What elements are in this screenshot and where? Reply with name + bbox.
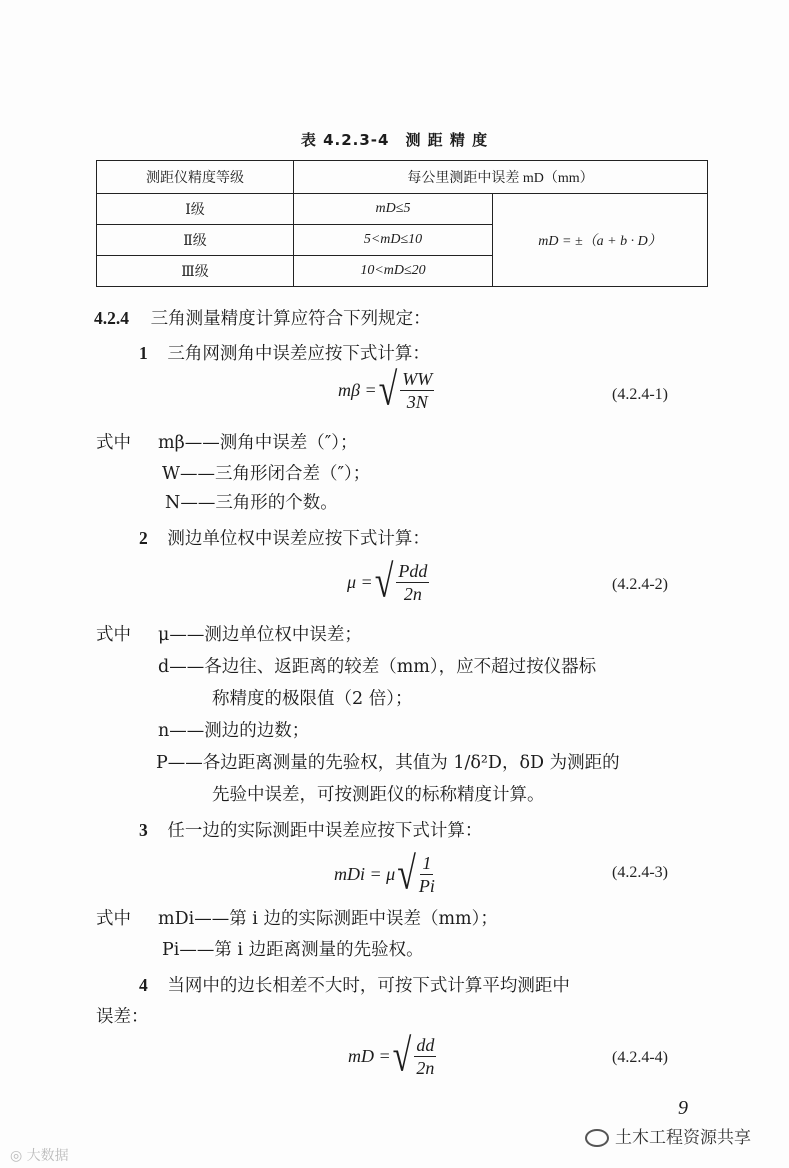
defs-3-line-2: Pi——第 i 边距离测量的先验权。 bbox=[162, 940, 424, 960]
defs-2-line-1: μ——测边单位权中误差； bbox=[158, 625, 362, 645]
table-caption: 表 4.2.3-4 测 距 精 度 bbox=[300, 131, 489, 149]
defs-3-lead: 式中 bbox=[96, 909, 131, 929]
eq-lhs: μ = bbox=[347, 572, 373, 592]
equation-1-label: (4.2.4-1) bbox=[612, 386, 668, 403]
equation-4: mD = √ $\frac{dd}{2n}$ bbox=[348, 1030, 435, 1081]
item-4 bbox=[139, 972, 570, 999]
item-4-continuation: 误差： bbox=[96, 1007, 149, 1027]
equation-2: μ = √ $\frac{\text{Pdd}}{2n}$ bbox=[347, 556, 428, 607]
item-text: 当网中的边长相差不大时，可按下式计算平均测距中 bbox=[167, 976, 570, 996]
defs-2-lead: 式中 bbox=[96, 625, 131, 645]
formula-cell: mD = ±（a + b · D） bbox=[493, 194, 708, 287]
eq-denominator: 2n bbox=[416, 1058, 435, 1078]
defs-2-line-2a: d——各边往、返距离的较差（mm），应不超过按仪器标 bbox=[158, 657, 597, 677]
eq-numerator: Pdd bbox=[398, 561, 428, 581]
range-2: 5<mD≤10 bbox=[294, 225, 493, 256]
eq-denominator: 3N bbox=[406, 392, 428, 412]
defs-1-line-1: mβ——测角中误差（″）； bbox=[158, 433, 358, 453]
item-text: 测边单位权中误差应按下式计算： bbox=[167, 529, 430, 549]
eq-denominator: Pi bbox=[418, 876, 435, 896]
eq-numerator: dd bbox=[416, 1035, 435, 1055]
watermark-secondary bbox=[10, 1145, 69, 1165]
eq-lhs: mβ = bbox=[338, 380, 377, 400]
equation-1: mβ = √ $\frac{WW}{3N}$ bbox=[338, 364, 433, 415]
equation-4-label: (4.2.4-4) bbox=[612, 1049, 668, 1066]
equation-3-label: (4.2.4-3) bbox=[612, 864, 668, 881]
watermark bbox=[585, 1123, 751, 1148]
eq-lhs: mD = bbox=[348, 1046, 391, 1066]
item-2 bbox=[139, 525, 430, 552]
accuracy-table bbox=[96, 160, 708, 287]
header-error: 每公里测距中误差 mD（mm） bbox=[294, 161, 708, 194]
equation-3: mDi = μ √ $\frac{1}{Pi}$ bbox=[334, 848, 435, 899]
header-grade: 测距仪精度等级 bbox=[97, 161, 294, 194]
grade-1: Ⅰ级 bbox=[97, 194, 294, 225]
defs-2-line-3: n——测边的边数； bbox=[158, 721, 310, 741]
grade-2: Ⅱ级 bbox=[97, 225, 294, 256]
item-text: 三角网测角中误差应按下式计算： bbox=[167, 344, 430, 364]
defs-1-line-2: W——三角形闭合差（″）； bbox=[162, 464, 371, 484]
item-text: 任一边的实际测距中误差应按下式计算： bbox=[167, 821, 483, 841]
eq-denominator: 2n bbox=[403, 584, 422, 604]
defs-1-lead: 式中 bbox=[96, 433, 131, 453]
range-1: mD≤5 bbox=[294, 194, 493, 225]
eq-numerator: 1 bbox=[422, 853, 432, 873]
defs-2-line-4b: 先验中误差，可按测距仪的标称精度计算。 bbox=[212, 785, 545, 805]
grade-3: Ⅲ级 bbox=[97, 256, 294, 287]
range-3: 10<mD≤20 bbox=[294, 256, 493, 287]
eq-numerator: WW bbox=[402, 369, 433, 389]
watermark-logo-icon: ◎ bbox=[10, 1148, 23, 1164]
eq-lhs: mDi = μ bbox=[334, 864, 396, 884]
defs-1-line-3: N——三角形的个数。 bbox=[165, 493, 338, 513]
defs-2-line-4a: P——各边距离测量的先验权，其值为 1/δ²D，δD 为测距的 bbox=[156, 753, 620, 773]
clause-number: 4.2.4 bbox=[94, 308, 129, 328]
item-number: 3 bbox=[139, 820, 148, 840]
clause-text: 三角测量精度计算应符合下列规定： bbox=[150, 309, 431, 329]
defs-2-line-2b: 称精度的极限值（2 倍）； bbox=[212, 689, 413, 709]
item-1 bbox=[139, 340, 430, 367]
watermark-secondary-text: 大数据 bbox=[26, 1148, 69, 1164]
item-number: 1 bbox=[139, 343, 148, 363]
wechat-icon bbox=[585, 1129, 609, 1147]
clause-heading bbox=[94, 305, 431, 332]
page-number: 9 bbox=[678, 1097, 688, 1119]
item-number: 4 bbox=[139, 975, 148, 995]
equation-2-label: (4.2.4-2) bbox=[612, 576, 668, 593]
item-3 bbox=[139, 817, 482, 844]
defs-3-line-1: mDi——第 i 边的实际测距中误差（mm）； bbox=[158, 909, 498, 929]
item-number: 2 bbox=[139, 528, 148, 548]
watermark-text: 土木工程资源共享 bbox=[615, 1128, 751, 1148]
